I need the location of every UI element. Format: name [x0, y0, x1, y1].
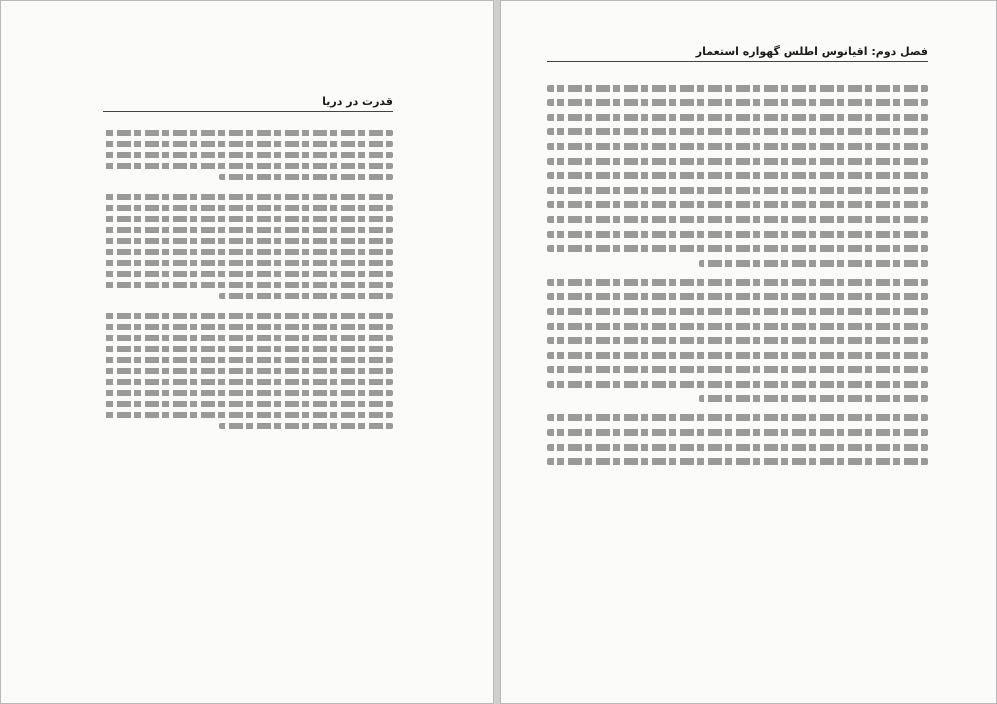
- left-running-title: قدرت در دریا: [322, 95, 393, 108]
- left-body-text: [103, 125, 393, 443]
- right-paragraph-3: [547, 414, 928, 465]
- right-paragraph-2-lines: [547, 279, 928, 403]
- left-paragraph-3: [103, 313, 393, 429]
- left-page: [0, 0, 494, 704]
- right-paragraph-1: [547, 85, 928, 267]
- left-paragraph-3-lines: [103, 313, 393, 429]
- left-paragraph-1-lines: [103, 130, 393, 180]
- left-paragraph-2-lines: [103, 194, 393, 299]
- left-running-head: [103, 95, 393, 112]
- right-page: [500, 0, 997, 704]
- left-paragraph-2: [103, 194, 393, 299]
- right-paragraph-1-lines: [547, 85, 928, 267]
- right-running-title: فصل دوم: اقیانوس اطلس گهواره استعمار: [695, 45, 928, 58]
- right-running-head: [547, 45, 928, 62]
- right-paragraph-2: [547, 279, 928, 403]
- left-paragraph-1: [103, 130, 393, 180]
- right-body-text: [547, 77, 928, 477]
- right-paragraph-3-lines: [547, 414, 928, 465]
